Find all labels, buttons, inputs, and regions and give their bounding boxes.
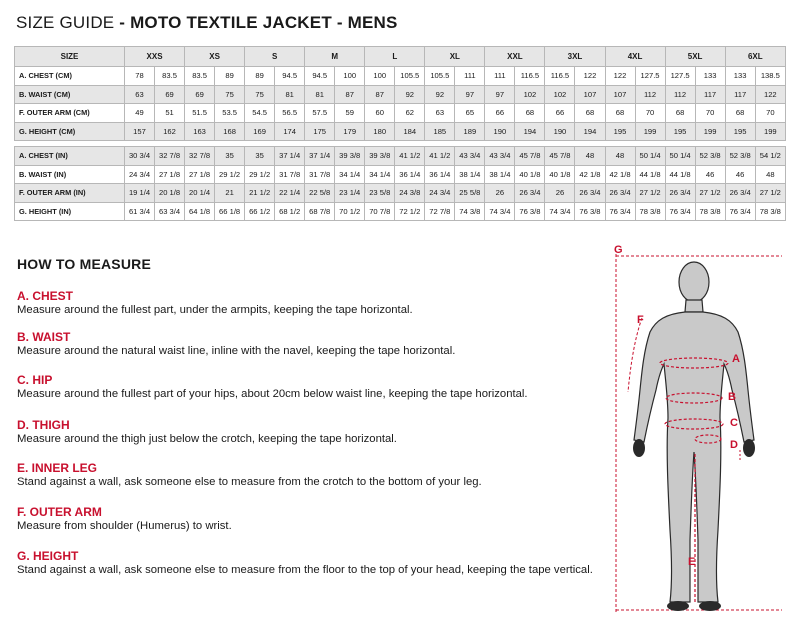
measure-description: Measure around the fullest part of your hips, about 20cm below waist line, keeping the tape horizontal.	[17, 388, 528, 400]
table-cell: 27 1/8	[155, 165, 185, 184]
measure-title: G. HEIGHT	[17, 549, 79, 563]
table-cell: 102	[545, 85, 575, 104]
table-cell: 19 1/4	[125, 184, 155, 203]
table-cell: 29 1/2	[215, 165, 245, 184]
table-cell: 45 7/8	[515, 147, 545, 166]
size-table	[14, 46, 786, 221]
table-cell: 26 3/4	[665, 184, 695, 203]
size-header-cell: S	[245, 47, 305, 67]
size-header-cell: XS	[185, 47, 245, 67]
table-cell: 57.5	[305, 104, 335, 123]
table-cell: 100	[365, 67, 395, 86]
table-cell: 81	[275, 85, 305, 104]
table-cell: 48	[575, 147, 605, 166]
table-cell: 78 3/8	[635, 202, 665, 221]
table-cell: 29 1/2	[245, 165, 275, 184]
table-cell: 66 1/8	[215, 202, 245, 221]
body-figure-illustration	[606, 240, 786, 616]
table-cell: 74 3/8	[455, 202, 485, 221]
table-cell: 68	[575, 104, 605, 123]
label-a: A	[732, 353, 740, 365]
measure-title: A. CHEST	[17, 289, 74, 303]
table-cell: 43 3/4	[455, 147, 485, 166]
table-cell: 111	[455, 67, 485, 86]
table-cell: 69	[155, 85, 185, 104]
table-cell: 26 3/4	[725, 184, 755, 203]
measure-title: B. WAIST	[17, 330, 71, 344]
table-cell: 87	[365, 85, 395, 104]
table-cell: 49	[125, 104, 155, 123]
table-cell: 43 3/4	[485, 147, 515, 166]
measure-description: Measure around the natural waist line, inline with the navel, keeping the tape horizontal.	[17, 345, 456, 357]
table-cell: 107	[575, 85, 605, 104]
table-row	[15, 184, 786, 203]
table-cell: 76 3/8	[575, 202, 605, 221]
table-cell: 168	[215, 122, 245, 141]
row-label: G. HEIGHT (IN)	[15, 202, 125, 221]
table-cell: 32 7/8	[155, 147, 185, 166]
table-cell: 41 1/2	[395, 147, 425, 166]
table-cell: 70 1/2	[335, 202, 365, 221]
table-cell: 68 1/2	[275, 202, 305, 221]
table-cell: 174	[275, 122, 305, 141]
table-cell: 66 1/2	[245, 202, 275, 221]
table-cell: 61 3/4	[125, 202, 155, 221]
table-cell: 40 1/8	[515, 165, 545, 184]
row-label: B. WAIST (IN)	[15, 165, 125, 184]
measure-description: Measure around the thigh just below the crotch, keeping the tape horizontal.	[17, 433, 397, 445]
measure-item	[17, 418, 607, 447]
table-cell: 175	[305, 122, 335, 141]
table-cell: 48	[605, 147, 635, 166]
table-cell: 190	[545, 122, 575, 141]
table-cell: 20 1/8	[155, 184, 185, 203]
table-cell: 27 1/2	[695, 184, 725, 203]
table-cell: 22 1/4	[275, 184, 305, 203]
measure-title: C. HIP	[17, 373, 53, 387]
measure-description: Stand against a wall, ask someone else to measure from the crotch to the bottom of your leg.	[17, 476, 482, 488]
table-cell: 122	[605, 67, 635, 86]
table-cell: 105.5	[425, 67, 455, 86]
table-cell: 89	[215, 67, 245, 86]
table-cell: 24 3/4	[125, 165, 155, 184]
table-cell: 30 3/4	[125, 147, 155, 166]
table-cell: 20 1/4	[185, 184, 215, 203]
table-cell: 50 1/4	[665, 147, 695, 166]
table-cell: 163	[185, 122, 215, 141]
table-cell: 169	[245, 122, 275, 141]
table-cell: 162	[155, 122, 185, 141]
table-cell: 94.5	[305, 67, 335, 86]
table-cell: 70 7/8	[365, 202, 395, 221]
title-product: - MOTO TEXTILE JACKET - MENS	[119, 13, 398, 32]
table-cell: 194	[575, 122, 605, 141]
table-cell: 52 3/8	[695, 147, 725, 166]
table-cell: 190	[485, 122, 515, 141]
label-e: E	[688, 556, 696, 568]
table-cell: 54 1/2	[755, 147, 785, 166]
label-g: G	[614, 244, 623, 256]
table-cell: 65	[455, 104, 485, 123]
table-cell: 81	[305, 85, 335, 104]
table-cell: 68	[515, 104, 545, 123]
label-d: D	[730, 439, 738, 451]
table-cell: 50 1/4	[635, 147, 665, 166]
table-cell: 54.5	[245, 104, 275, 123]
table-cell: 23 1/4	[335, 184, 365, 203]
table-cell: 68	[665, 104, 695, 123]
table-row	[15, 165, 786, 184]
table-cell: 60	[365, 104, 395, 123]
measure-description: Stand against a wall, ask someone else to measure from the floor to the top of your head, keeping the tape vertical.	[17, 564, 593, 576]
table-cell: 42 1/8	[605, 165, 635, 184]
table-cell: 97	[455, 85, 485, 104]
table-cell: 51	[155, 104, 185, 123]
table-cell: 35	[245, 147, 275, 166]
row-label: F. OUTER ARM (IN)	[15, 184, 125, 203]
table-cell: 75	[245, 85, 275, 104]
table-cell: 127.5	[665, 67, 695, 86]
table-cell: 34 1/4	[365, 165, 395, 184]
table-row	[15, 85, 786, 104]
body-silhouette	[634, 262, 754, 602]
table-cell: 26 3/4	[575, 184, 605, 203]
size-header-cell: XL	[425, 47, 485, 67]
table-cell: 74 3/4	[545, 202, 575, 221]
measure-item	[17, 505, 607, 534]
table-cell: 112	[635, 85, 665, 104]
table-cell: 42 1/8	[575, 165, 605, 184]
table-cell: 68 7/8	[305, 202, 335, 221]
table-cell: 25 5/8	[455, 184, 485, 203]
table-cell: 199	[635, 122, 665, 141]
table-cell: 24 3/8	[395, 184, 425, 203]
table-cell: 56.5	[275, 104, 305, 123]
table-cell: 87	[335, 85, 365, 104]
table-cell: 35	[215, 147, 245, 166]
table-cell: 36 1/4	[395, 165, 425, 184]
table-cell: 116.5	[515, 67, 545, 86]
table-cell: 27 1/2	[635, 184, 665, 203]
table-cell: 36 1/4	[425, 165, 455, 184]
table-cell: 32 7/8	[185, 147, 215, 166]
measure-title: E. INNER LEG	[17, 461, 98, 475]
measure-description: Measure from shoulder (Humerus) to wrist.	[17, 520, 232, 532]
size-header-cell: 4XL	[605, 47, 665, 67]
outer-arm-line	[628, 318, 642, 392]
table-cell: 133	[695, 67, 725, 86]
table-cell: 195	[725, 122, 755, 141]
row-label: A. CHEST (IN)	[15, 147, 125, 166]
measure-title: F. OUTER ARM	[17, 505, 102, 519]
table-cell: 46	[695, 165, 725, 184]
table-cell: 24 3/4	[425, 184, 455, 203]
table-cell: 76 3/4	[665, 202, 695, 221]
measure-item	[17, 373, 607, 402]
size-header-cell: 6XL	[725, 47, 785, 67]
table-cell: 26	[545, 184, 575, 203]
table-cell: 194	[515, 122, 545, 141]
size-header-cell: M	[305, 47, 365, 67]
table-row	[15, 147, 786, 166]
table-cell: 21 1/2	[245, 184, 275, 203]
table-cell: 34 1/4	[335, 165, 365, 184]
table-cell: 37 1/4	[305, 147, 335, 166]
table-cell: 76 3/8	[515, 202, 545, 221]
table-cell: 53.5	[215, 104, 245, 123]
table-cell: 68	[725, 104, 755, 123]
table-cell: 117	[725, 85, 755, 104]
table-cell: 195	[605, 122, 635, 141]
table-cell: 70	[695, 104, 725, 123]
label-f: F	[637, 314, 644, 326]
table-cell: 74 3/4	[485, 202, 515, 221]
table-cell: 76 3/4	[725, 202, 755, 221]
table-cell: 68	[605, 104, 635, 123]
table-cell: 112	[665, 85, 695, 104]
table-cell: 39 3/8	[335, 147, 365, 166]
table-cell: 133	[725, 67, 755, 86]
measure-title: D. THIGH	[17, 418, 70, 432]
size-header-cell: XXS	[125, 47, 185, 67]
table-cell: 195	[665, 122, 695, 141]
table-cell: 199	[755, 122, 785, 141]
table-cell: 102	[515, 85, 545, 104]
measure-item	[17, 461, 607, 490]
table-cell: 21	[215, 184, 245, 203]
how-to-measure-heading: HOW TO MEASURE	[17, 256, 151, 272]
table-cell: 44 1/8	[635, 165, 665, 184]
measure-item	[17, 330, 607, 359]
table-cell: 83.5	[155, 67, 185, 86]
table-cell: 78 3/8	[695, 202, 725, 221]
size-header-cell: 5XL	[665, 47, 725, 67]
table-cell: 38 1/4	[455, 165, 485, 184]
table-cell: 26 3/4	[605, 184, 635, 203]
table-cell: 63 3/4	[155, 202, 185, 221]
table-cell: 100	[335, 67, 365, 86]
measure-description: Measure around the fullest part, under the armpits, keeping the tape horizontal.	[17, 304, 413, 316]
table-row	[15, 104, 786, 123]
table-cell: 180	[365, 122, 395, 141]
label-b: B	[728, 391, 736, 403]
table-cell: 31 7/8	[305, 165, 335, 184]
table-cell: 52 3/8	[725, 147, 755, 166]
table-header-row	[15, 47, 786, 67]
table-cell: 199	[695, 122, 725, 141]
measure-item	[17, 549, 607, 578]
table-cell: 41 1/2	[425, 147, 455, 166]
title-prefix: SIZE GUIDE	[16, 13, 120, 32]
table-cell: 78	[125, 67, 155, 86]
table-cell: 40 1/8	[545, 165, 575, 184]
hands-feet	[633, 439, 755, 611]
row-label: A. CHEST (CM)	[15, 67, 125, 86]
row-label: B. WAIST (CM)	[15, 85, 125, 104]
table-cell: 66	[485, 104, 515, 123]
table-cell: 97	[485, 85, 515, 104]
size-header-cell: L	[365, 47, 425, 67]
table-cell: 122	[755, 85, 785, 104]
label-c: C	[730, 417, 738, 429]
table-cell: 39 3/8	[365, 147, 395, 166]
table-row	[15, 122, 786, 141]
table-cell: 185	[425, 122, 455, 141]
table-cell: 111	[485, 67, 515, 86]
table-cell: 72 1/2	[395, 202, 425, 221]
table-row	[15, 202, 786, 221]
size-header-cell: 3XL	[545, 47, 605, 67]
table-cell: 184	[395, 122, 425, 141]
table-cell: 89	[245, 67, 275, 86]
table-cell: 157	[125, 122, 155, 141]
table-cell: 27 1/8	[185, 165, 215, 184]
table-cell: 116.5	[545, 67, 575, 86]
table-cell: 75	[215, 85, 245, 104]
table-cell: 51.5	[185, 104, 215, 123]
table-cell: 76 3/4	[605, 202, 635, 221]
row-label: G. HEIGHT (CM)	[15, 122, 125, 141]
table-cell: 37 1/4	[275, 147, 305, 166]
table-cell: 44 1/8	[665, 165, 695, 184]
table-cell: 66	[545, 104, 575, 123]
table-row	[15, 67, 786, 86]
table-cell: 48	[755, 165, 785, 184]
table-cell: 27 1/2	[755, 184, 785, 203]
table-cell: 78 3/8	[755, 202, 785, 221]
table-cell: 107	[605, 85, 635, 104]
table-cell: 105.5	[395, 67, 425, 86]
measure-item	[17, 289, 607, 318]
table-cell: 70	[755, 104, 785, 123]
table-cell: 64 1/8	[185, 202, 215, 221]
table-cell: 26	[485, 184, 515, 203]
size-header-cell: XXL	[485, 47, 545, 67]
table-cell: 83.5	[185, 67, 215, 86]
table-cell: 117	[695, 85, 725, 104]
table-cell: 70	[635, 104, 665, 123]
header-size-label: SIZE	[15, 47, 125, 67]
table-cell: 38 1/4	[485, 165, 515, 184]
table-cell: 189	[455, 122, 485, 141]
table-cell: 69	[185, 85, 215, 104]
page-title	[16, 13, 398, 33]
table-cell: 26 3/4	[515, 184, 545, 203]
table-cell: 63	[425, 104, 455, 123]
table-cell: 92	[395, 85, 425, 104]
table-cell: 94.5	[275, 67, 305, 86]
table-cell: 46	[725, 165, 755, 184]
table-cell: 62	[395, 104, 425, 123]
table-cell: 45 7/8	[545, 147, 575, 166]
table-cell: 22 5/8	[305, 184, 335, 203]
table-cell: 63	[125, 85, 155, 104]
table-cell: 59	[335, 104, 365, 123]
table-cell: 127.5	[635, 67, 665, 86]
table-cell: 138.5	[755, 67, 785, 86]
table-cell: 31 7/8	[275, 165, 305, 184]
table-cell: 72 7/8	[425, 202, 455, 221]
table-cell: 23 5/8	[365, 184, 395, 203]
table-cell: 179	[335, 122, 365, 141]
body-figure	[606, 240, 786, 616]
table-cell: 92	[425, 85, 455, 104]
table-cell: 122	[575, 67, 605, 86]
row-label: F. OUTER ARM (CM)	[15, 104, 125, 123]
